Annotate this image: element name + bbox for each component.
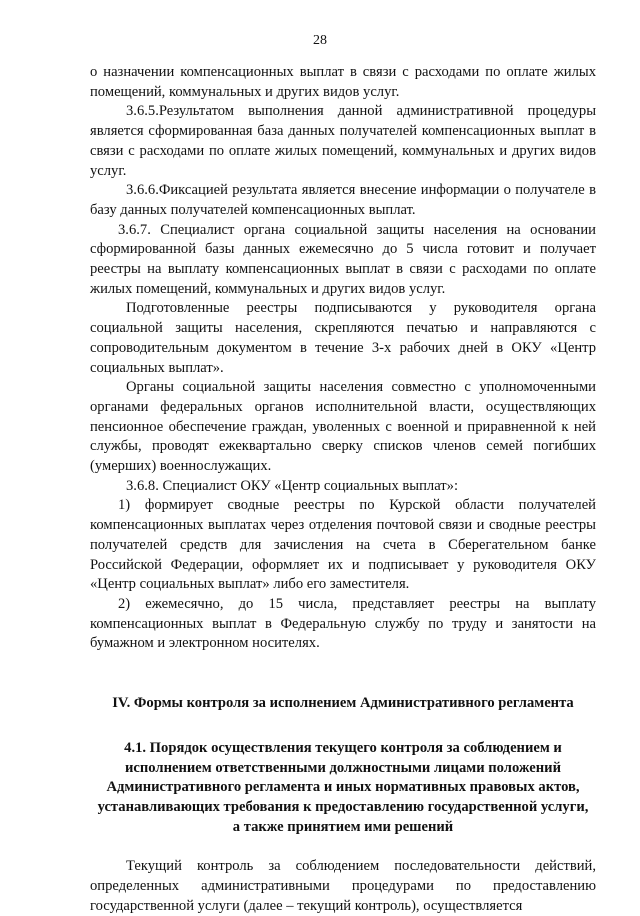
paragraph-reconciliation: Органы социальной защиты населения совместно с уполномоченными органами федеральных органов исполнительной власти, осуществляющих пенсионное обеспечение граждан, уволенных с военной и приравненной к ней службы, проводят ежеквартально сверку списков членов семей погибших (умерших) военнослужащих.: [90, 379, 596, 475]
paragraph-3-6-6: 3.6.6.Фиксацией результата является внесение информации о получателе в базу данных получателей компенсационных выплат.: [90, 182, 596, 218]
paragraph-current-control: Текущий контроль за соблюдением последовательности действий, определенных административными процедурами по предоставлению государственной услуги (далее – текущий контроль), осуществляется: [90, 858, 596, 914]
paragraph-continuation: о назначении компенсационных выплат в связи с расходами по оплате жилых помещений, коммунальных и других видов услуг.: [90, 64, 596, 100]
list-item-1: 1) формирует сводные реестры по Курской области получателей компенсационных выплатах через отделения почтовой связи и сводные реестры получателей средств для зачисления на счета в Сберегательном банке Российской Федерации, оформляет их и подписывает у руководителя ОКУ «Центр социальных выплат» либо его заместителя.: [90, 497, 596, 593]
paragraph-3-6-5: 3.6.5.Результатом выполнения данной административной процедуры является сформированная база данных получателей компенсационных выплат в связи с расходами по оплате жилых помещений, коммунальных и других видов услуг.: [90, 103, 596, 179]
list-item-2: 2) ежемесячно, до 15 числа, представляет реестры на выплату компенсационных выплат в Федеральную службу по труду и занятости на бумажном и электронном носителях.: [90, 595, 596, 652]
document-body: [90, 63, 596, 916]
paragraph-3-6-8: 3.6.8. Специалист ОКУ «Центр социальных выплат»:: [126, 477, 459, 494]
page-number: 28: [313, 33, 327, 48]
section-heading-wrapper: [90, 694, 596, 714]
subsection-heading-wrapper: [90, 739, 596, 838]
paragraph-3-6-7: 3.6.7. Специалист органа социальной защиты населения на основании сформированной базы данных ежемесячно до 5 числа готовит и получает реестры на выплату компенсационных выплат в связи с расходами по оплате жилых помещений, коммунальных и других видов услуг.: [90, 221, 596, 297]
paragraph-registers-signed: Подготовленные реестры подписываются у руководителя органа социальной защиты населения, скрепляются печатью и направляются с сопроводительным документом в течение 3-х рабочих дней в ОКУ «Центр социальных выплат».: [90, 300, 596, 376]
subsection-heading: 4.1. Порядок осуществления текущего контроля за соблюдением и исполнением ответственными должностными лицами положений Административного регламента и иных нормативных правовых актов, устанавливающих требования к предоставлению государственной услуги, а также принятием ими решений: [97, 739, 589, 835]
section-heading: IV. Формы контроля за исполнением Административного регламента: [112, 695, 574, 712]
